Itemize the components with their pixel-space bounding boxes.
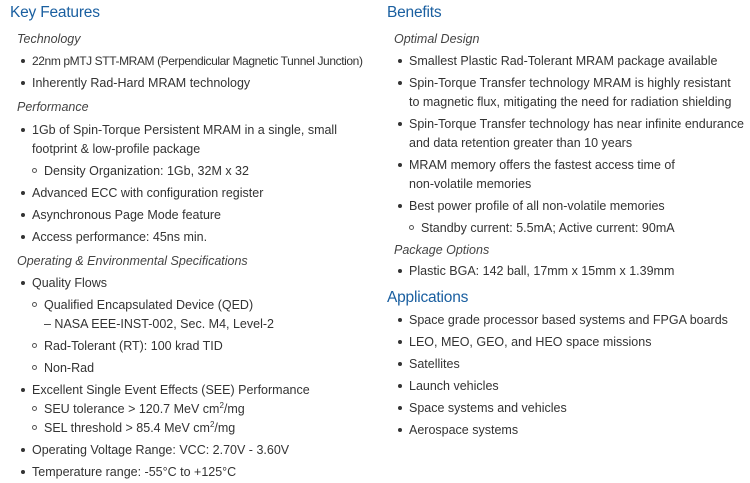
- operating-specs-subheading: Operating & Environmental Specifications: [17, 254, 248, 268]
- bullet-icon: [398, 384, 402, 388]
- sub-bullet-icon: [32, 343, 37, 348]
- sub-bullet-icon: [409, 225, 414, 230]
- list-item-continuation: footprint & low-profile package: [32, 142, 201, 156]
- list-item-continuation: non-volatile memories: [409, 177, 532, 191]
- bullet-icon: [21, 59, 25, 63]
- list-item: 1Gb of Spin-Torque Persistent MRAM in a single, small: [10, 121, 378, 140]
- bullet-icon: [398, 81, 402, 85]
- package-options-subheading: Package Options: [394, 243, 490, 257]
- sub-list-item: Qualified Encapsulated Device (QED): [10, 296, 378, 315]
- bullet-icon: [21, 213, 25, 217]
- list-item: Best power profile of all non-volatile memories: [387, 197, 747, 216]
- bullet-icon: [398, 59, 402, 63]
- bullet-icon: [21, 448, 25, 452]
- list-item: Quality Flows: [10, 274, 378, 293]
- list-item: Spin-Torque Transfer technology MRAM is highly resistant: [387, 74, 747, 93]
- bullet-icon: [398, 204, 402, 208]
- bullet-icon: [21, 81, 25, 85]
- sub-bullet-icon: [32, 365, 37, 370]
- bullet-icon: [21, 191, 25, 195]
- list-item: Inherently Rad-Hard MRAM technology: [10, 74, 378, 93]
- list-item: Launch vehicles: [387, 377, 747, 396]
- key-features-heading: Key Features: [10, 4, 100, 21]
- list-item: Smallest Plastic Rad-Tolerant MRAM package available: [387, 52, 747, 71]
- list-item: Asynchronous Page Mode feature: [10, 206, 378, 225]
- sub-list-item: Density Organization: 1Gb, 32M x 32: [10, 162, 378, 181]
- bullet-icon: [398, 362, 402, 366]
- bullet-icon: [398, 340, 402, 344]
- list-item: Temperature range: -55°C to +125°C: [10, 463, 378, 482]
- list-item: Operating Voltage Range: VCC: 2.70V - 3.60V: [10, 441, 378, 460]
- sub-list-item: Standby current: 5.5mA; Active current: 90mA: [387, 219, 747, 238]
- list-item: Excellent Single Event Effects (SEE) Performance: [10, 381, 378, 400]
- bullet-icon: [398, 428, 402, 432]
- sub-bullet-icon: [32, 406, 37, 411]
- list-item: Plastic BGA: 142 ball, 17mm x 15mm x 1.39mm: [387, 262, 747, 281]
- list-item: Aerospace systems: [387, 421, 747, 440]
- sub-list-item: SEU tolerance > 120.7 MeV $cm^2/mg$: [10, 400, 378, 419]
- sub-list-item-continuation: – NASA EEE-INST-002, Sec. M4, Level-2: [44, 317, 274, 331]
- bullet-icon: [21, 388, 25, 392]
- bullet-icon: [21, 470, 25, 474]
- bullet-icon: [398, 122, 402, 126]
- benefits-heading: Benefits: [387, 4, 442, 21]
- sub-list-item: Non-Rad: [10, 359, 378, 378]
- list-item: Satellites: [387, 355, 747, 374]
- list-item-continuation: and data retention greater than 10 years: [409, 136, 633, 150]
- list-item: Space grade processor based systems and FPGA boards: [387, 311, 747, 330]
- bullet-icon: [398, 163, 402, 167]
- bullet-icon: [21, 235, 25, 239]
- list-item: Space systems and vehicles: [387, 399, 747, 418]
- list-item: LEO, MEO, GEO, and HEO space missions: [387, 333, 747, 352]
- sub-bullet-icon: [32, 302, 37, 307]
- sub-bullet-icon: [32, 425, 37, 430]
- bullet-icon: [21, 281, 25, 285]
- bullet-icon: [21, 128, 25, 132]
- list-item: Advanced ECC with configuration register: [10, 184, 378, 203]
- performance-subheading: Performance: [17, 100, 89, 114]
- list-item-continuation: to magnetic flux, mitigating the need for radiation shielding: [409, 95, 732, 109]
- list-item: 22nm pMTJ STT-MRAM (Perpendicular Magnetic Tunnel Junction): [10, 52, 378, 71]
- list-item: Access performance: 45ns min.: [10, 228, 378, 247]
- technology-subheading: Technology: [17, 32, 81, 46]
- applications-heading: Applications: [387, 289, 469, 306]
- optimal-design-subheading: Optimal Design: [394, 32, 480, 46]
- list-item: MRAM memory offers the fastest access time of: [387, 156, 747, 175]
- list-item: Spin-Torque Transfer technology has near infinite endurance: [387, 115, 747, 134]
- sub-list-item: SEL threshold > 85.4 MeV $cm^2/mg$: [10, 419, 378, 438]
- sub-bullet-icon: [32, 168, 37, 173]
- bullet-icon: [398, 318, 402, 322]
- bullet-icon: [398, 269, 402, 273]
- sub-list-item: Rad-Tolerant (RT): 100 krad TID: [10, 337, 378, 356]
- bullet-icon: [398, 406, 402, 410]
